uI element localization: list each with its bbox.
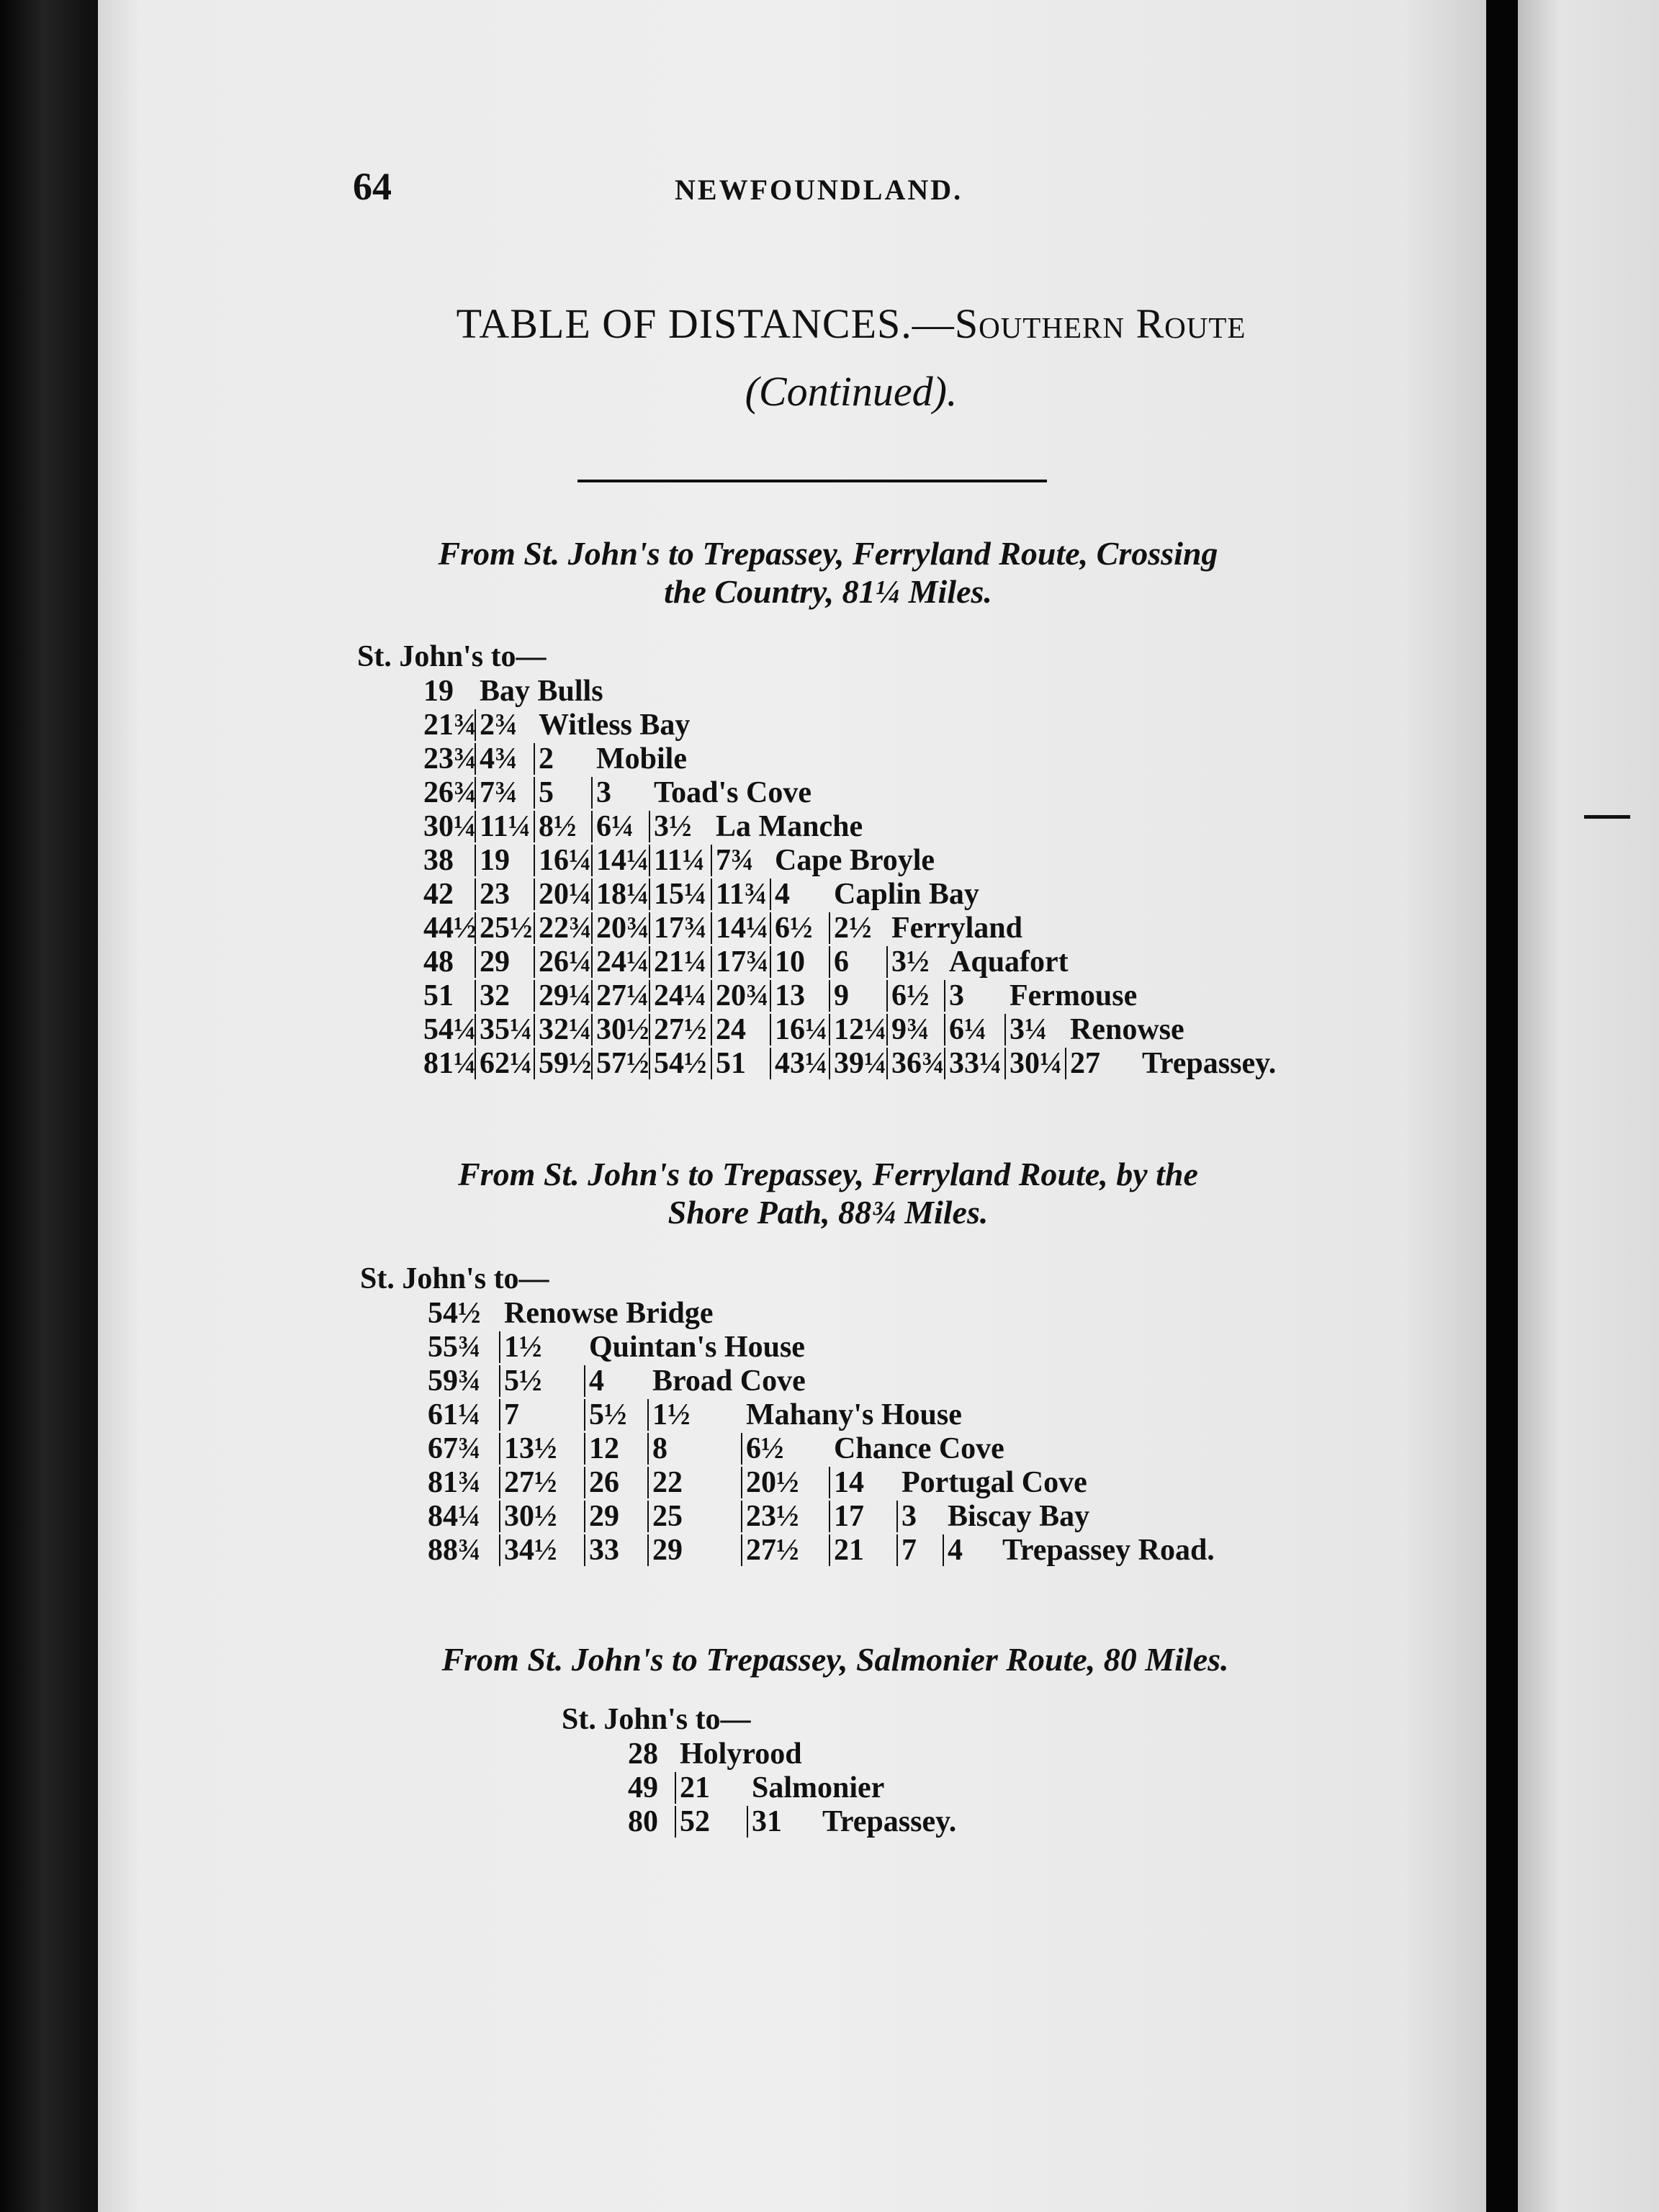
distance-cell: 34½ (504, 1534, 557, 1567)
distance-cell: 20½ (746, 1466, 799, 1499)
caption-line: the Country, 81¼ Miles. (664, 573, 992, 610)
distance-cell: 8½ (539, 810, 577, 843)
distance-cell: 3 (949, 979, 964, 1012)
place-name: Toad's Cove (654, 776, 812, 809)
distance-cell: 9¾ (891, 1013, 930, 1046)
section-caption (360, 1155, 1296, 1231)
distance-cell: 2¾ (480, 709, 518, 742)
place-name: Ferryland (891, 912, 1022, 945)
distance-cell: 57½ (596, 1047, 649, 1080)
distance-cell: 20¾ (596, 912, 649, 945)
distance-cell: 32 (480, 979, 510, 1012)
distance-cell: 5½ (589, 1398, 627, 1431)
distance-cell: 3¼ (1010, 1013, 1048, 1046)
distance-cell: 49 (628, 1771, 658, 1804)
page-title (0, 300, 1659, 348)
distance-cell: 7¾ (716, 844, 754, 877)
distance-cell: 9 (834, 979, 849, 1012)
distance-cell: 67¾ (428, 1432, 481, 1465)
distance-cell: 22 (652, 1466, 683, 1499)
distance-cell: 4¾ (480, 742, 518, 775)
place-name: Fermouse (1010, 979, 1138, 1012)
distance-cell: 15¼ (654, 878, 707, 911)
distance-cell: 80 (628, 1805, 658, 1838)
title-continued: (Continued). (745, 368, 958, 415)
distance-cell: 28 (628, 1737, 658, 1771)
distance-cell: 26 (589, 1466, 619, 1499)
distance-cell: 3 (596, 776, 611, 809)
distance-cell: 6¼ (596, 810, 634, 843)
distance-cell: 6½ (746, 1432, 784, 1465)
distance-cell: 24 (716, 1013, 746, 1046)
distance-cell: 27¼ (596, 979, 649, 1012)
place-name: Bay Bulls (480, 675, 603, 708)
distance-cell: 18¼ (596, 878, 649, 911)
distance-cell: 1½ (652, 1398, 691, 1431)
place-name: Trepassey Road. (1002, 1534, 1215, 1567)
distance-cell: 17¾ (716, 945, 769, 979)
distance-cell: 62¼ (480, 1047, 533, 1080)
section-caption (360, 534, 1296, 611)
distance-cell: 30¼ (1010, 1047, 1063, 1080)
distance-cell: 7¾ (480, 776, 518, 809)
distance-cell: 5 (539, 776, 554, 809)
place-name: Holyrood (680, 1737, 802, 1771)
distance-cell: 21¾ (423, 709, 477, 742)
distance-cell: 32¼ (539, 1013, 592, 1046)
distance-cell: 16¼ (539, 844, 592, 877)
distance-cell: 24¼ (596, 945, 649, 979)
table-intro: St. John's to— (360, 1262, 549, 1295)
place-name: Renowse Bridge (504, 1297, 714, 1330)
distance-cell: 14¼ (716, 912, 769, 945)
distance-cell: 29¼ (539, 979, 592, 1012)
distance-cell: 26¾ (423, 776, 477, 809)
distance-cell: 13½ (504, 1432, 557, 1465)
distance-cell: 7 (902, 1534, 917, 1567)
distance-cell: 88¾ (428, 1534, 481, 1567)
distance-cell: 42 (423, 878, 454, 911)
caption-line: From St. John's to Trepassey, Salmonier Route, 80 Miles. (441, 1641, 1229, 1678)
distance-cell: 1½ (504, 1331, 542, 1364)
distance-cell: 20¾ (716, 979, 769, 1012)
distance-cell: 54½ (654, 1047, 707, 1080)
distance-cell: 16¼ (775, 1013, 828, 1046)
distance-cell: 48 (423, 945, 454, 979)
distance-cell: 25 (652, 1500, 683, 1533)
distance-cell: 44½ (423, 912, 477, 945)
distance-cell: 35¼ (480, 1013, 533, 1046)
table-intro: St. John's to— (357, 640, 547, 673)
distance-cell: 30½ (596, 1013, 649, 1046)
distance-cell: 20¼ (539, 878, 592, 911)
distance-cell: 27½ (654, 1013, 707, 1046)
distance-cell: 4 (775, 878, 790, 911)
distance-cell: 27 (1070, 1047, 1100, 1080)
place-name: Trepassey. (1142, 1047, 1277, 1080)
distance-cell: 2½ (834, 912, 872, 945)
distance-cell: 11¾ (716, 878, 768, 911)
distance-cell: 19 (423, 675, 454, 708)
distance-cell: 43¼ (775, 1047, 828, 1080)
facing-page-mark (1584, 815, 1630, 819)
distance-cell: 36¾ (891, 1047, 945, 1080)
place-name: Renowse (1070, 1013, 1184, 1046)
distance-cell: 6½ (891, 979, 930, 1012)
distance-cell: 39¼ (834, 1047, 887, 1080)
distance-cell: 2 (539, 742, 554, 775)
distance-cell: 38 (423, 844, 454, 877)
distance-cell: 5½ (504, 1364, 542, 1398)
distance-cell: 4 (589, 1364, 604, 1398)
distance-cell: 21 (834, 1534, 864, 1567)
distance-cell: 17¾ (654, 912, 707, 945)
distance-cell: 52 (680, 1805, 710, 1838)
title-main: TABLE OF DISTANCES.— (456, 300, 955, 347)
distance-cell: 12¼ (834, 1013, 887, 1046)
distance-cell: 6½ (775, 912, 813, 945)
distance-cell: 3½ (654, 810, 692, 843)
distance-cell: 54¼ (423, 1013, 477, 1046)
table-intro: St. John's to— (562, 1703, 751, 1736)
place-name: Mahany's House (746, 1398, 962, 1431)
distance-cell: 21 (680, 1771, 710, 1804)
title-rule (577, 480, 1047, 482)
distance-cell: 29 (480, 945, 510, 979)
distance-cell: 12 (589, 1432, 619, 1465)
distance-cell: 55¾ (428, 1331, 481, 1364)
distance-cell: 23½ (746, 1500, 799, 1533)
distance-cell: 51 (423, 979, 454, 1012)
place-name: Aquafort (949, 945, 1069, 979)
distance-cell: 26¼ (539, 945, 592, 979)
distance-cell: 6¼ (949, 1013, 987, 1046)
distance-cell: 3 (902, 1500, 917, 1533)
caption-line: From St. John's to Trepassey, Ferryland Route, Crossing (438, 535, 1218, 572)
distance-cell: 4 (948, 1534, 963, 1567)
place-name: Chance Cove (834, 1432, 1004, 1465)
distance-cell: 81¼ (423, 1047, 477, 1080)
caption-line: Shore Path, 88¾ Miles. (667, 1194, 989, 1231)
caption-line: From St. John's to Trepassey, Ferryland Route, by the (458, 1156, 1198, 1192)
distance-cell: 24¼ (654, 979, 707, 1012)
place-name: Cape Broyle (775, 844, 935, 877)
distance-cell: 21¼ (654, 945, 707, 979)
distance-cell: 14¼ (596, 844, 649, 877)
distance-cell: 25½ (480, 912, 533, 945)
distance-cell: 30¼ (423, 810, 477, 843)
distance-cell: 22¾ (539, 912, 592, 945)
distance-cell: 11¼ (654, 844, 706, 877)
distance-cell: 3½ (891, 945, 930, 979)
place-name: Caplin Bay (834, 878, 979, 911)
place-name: Broad Cove (652, 1364, 806, 1398)
distance-cell: 8 (652, 1432, 667, 1465)
distance-cell: 33 (589, 1534, 619, 1567)
distance-cell: 30½ (504, 1500, 557, 1533)
distance-cell: 29 (652, 1534, 683, 1567)
running-head: NEWFOUNDLAND. (675, 174, 963, 206)
distance-cell: 7 (504, 1398, 519, 1431)
title-sub: Southern Route (954, 300, 1246, 347)
place-name: Trepassey. (822, 1805, 957, 1838)
place-name: Portugal Cove (902, 1466, 1087, 1499)
distance-cell: 13 (775, 979, 805, 1012)
distance-cell: 23 (480, 878, 510, 911)
distance-cell: 33¼ (949, 1047, 1002, 1080)
distance-cell: 31 (752, 1805, 782, 1838)
distance-cell: 61¼ (428, 1398, 481, 1431)
page-number: 64 (353, 165, 392, 208)
place-name: Quintan's House (589, 1331, 805, 1364)
distance-cell: 19 (480, 844, 510, 877)
distance-cell: 10 (775, 945, 805, 979)
distance-cell: 59¾ (428, 1364, 481, 1398)
distance-cell: 29 (589, 1500, 619, 1533)
distance-cell: 11¼ (480, 810, 531, 843)
distance-cell: 59½ (539, 1047, 592, 1080)
distance-cell: 17 (834, 1500, 864, 1533)
distance-cell: 14 (834, 1466, 864, 1499)
distance-cell: 51 (716, 1047, 746, 1080)
place-name: Salmonier (752, 1771, 885, 1804)
distance-cell: 23¾ (423, 742, 477, 775)
distance-cell: 27½ (504, 1466, 557, 1499)
place-name: Witless Bay (539, 709, 691, 742)
distance-cell: 84¼ (428, 1500, 481, 1533)
place-name: Biscay Bay (948, 1500, 1090, 1533)
distance-cell: 6 (834, 945, 849, 979)
place-name: La Manche (716, 810, 863, 843)
section-caption (360, 1640, 1310, 1678)
place-name: Mobile (596, 742, 687, 775)
distance-cell: 54½ (428, 1297, 481, 1330)
distance-cell: 81¾ (428, 1466, 481, 1499)
distance-cell: 27½ (746, 1534, 799, 1567)
